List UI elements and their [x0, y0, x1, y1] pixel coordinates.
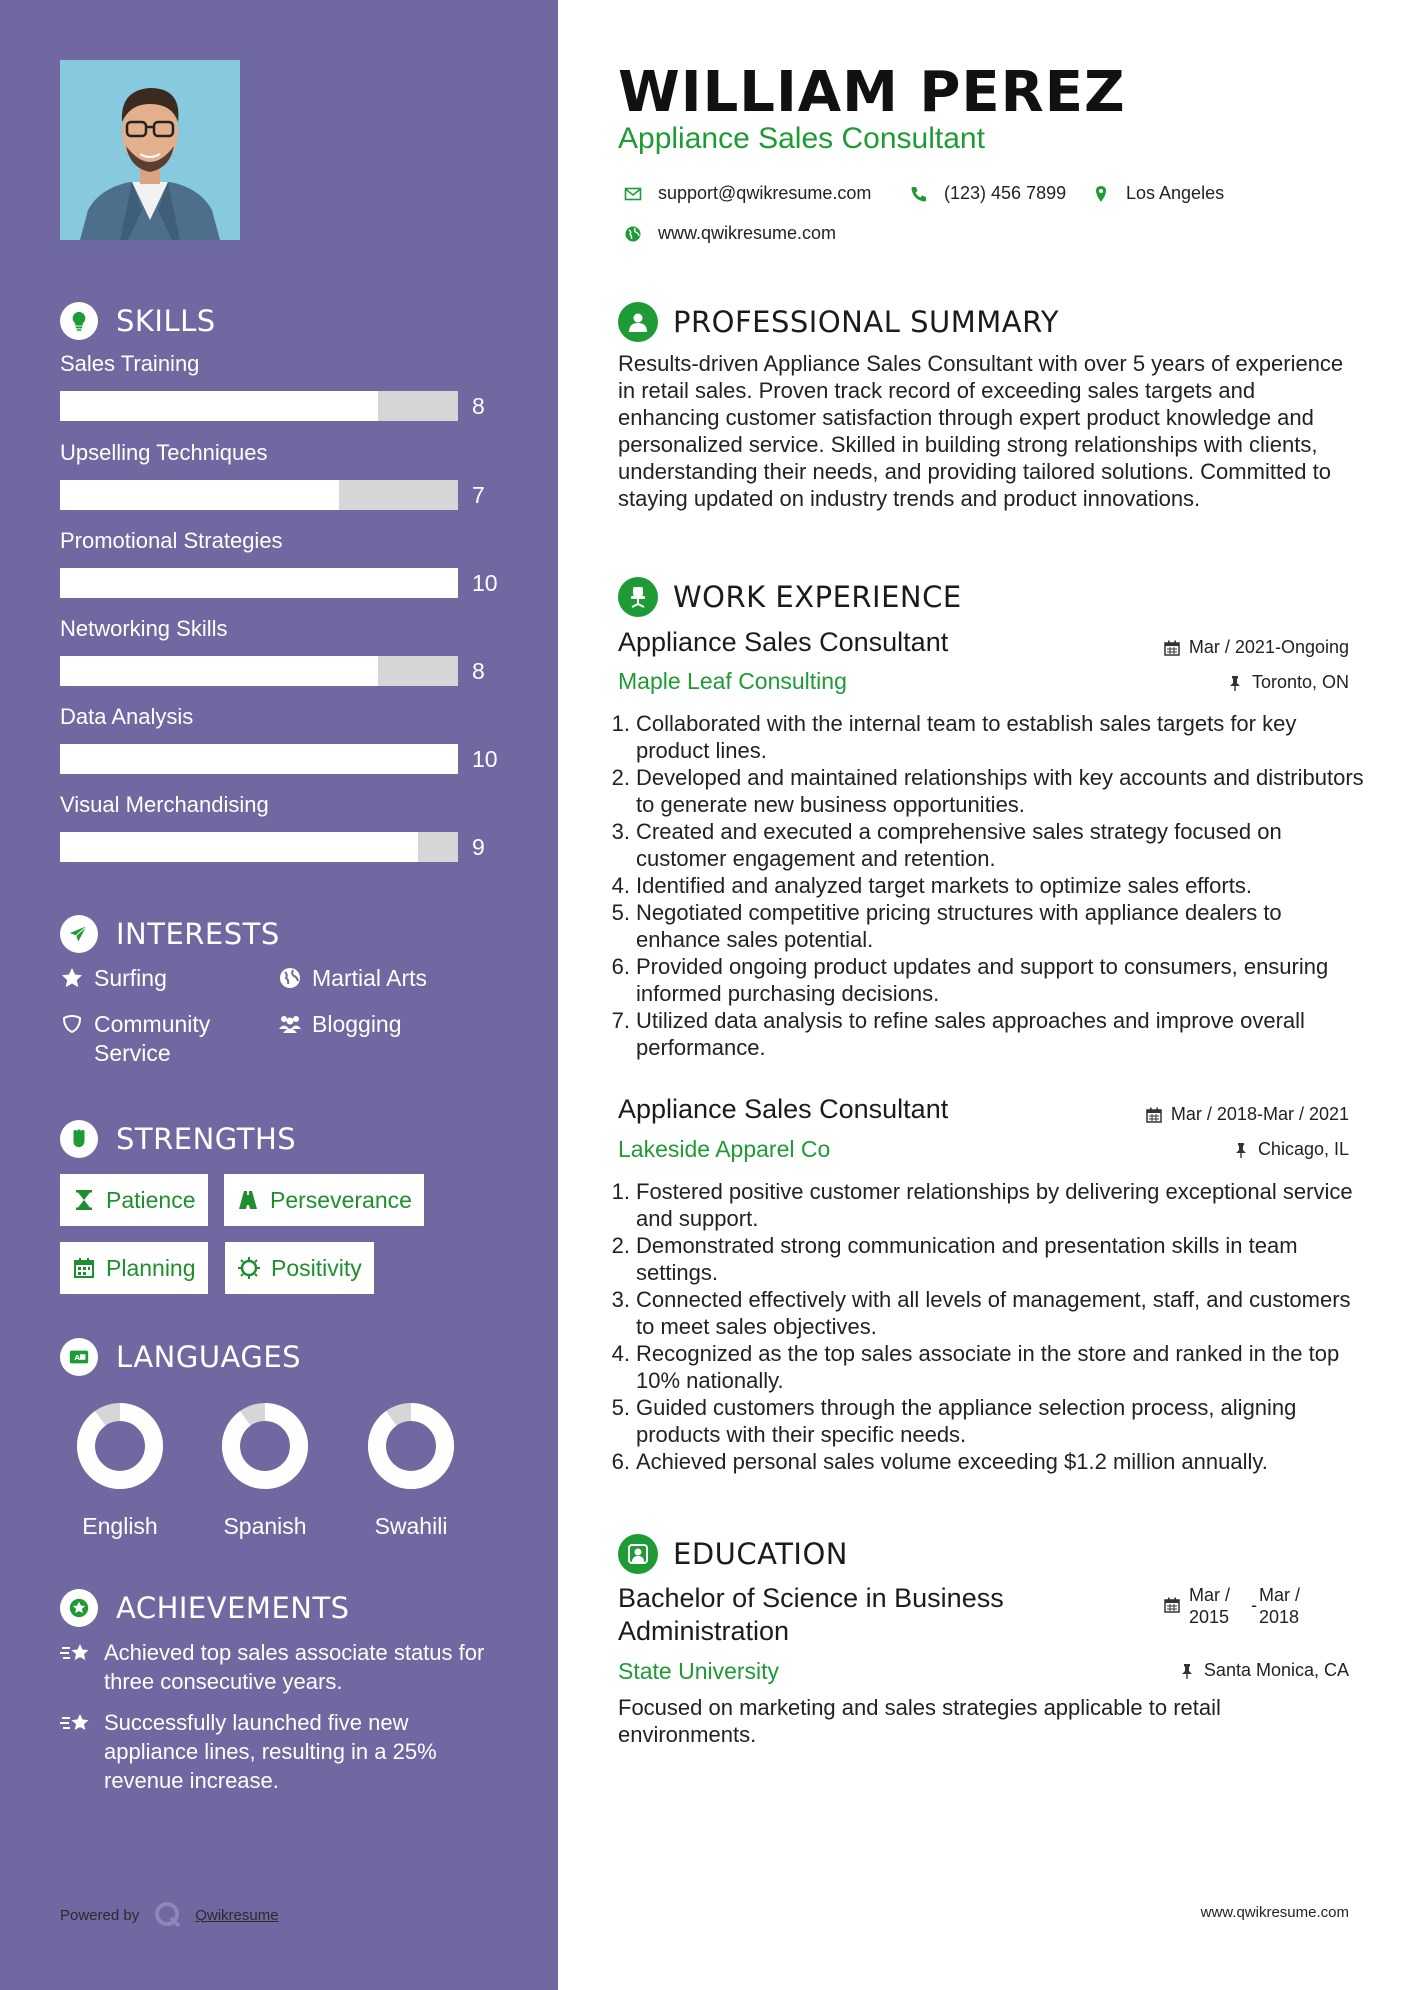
language-ring — [75, 1401, 165, 1491]
road-icon — [236, 1188, 260, 1212]
skill-item — [60, 528, 500, 596]
powered-by: Powered by Qwikresume — [60, 1900, 279, 1930]
language-ring — [220, 1401, 310, 1491]
school-name: State University — [618, 1658, 780, 1684]
skill-bar — [60, 656, 458, 686]
portrait-image — [60, 60, 240, 240]
pushpin-icon — [1226, 674, 1244, 692]
globe-icon — [624, 225, 642, 243]
skill-bar — [60, 744, 458, 774]
interest-item: Blogging — [278, 1010, 402, 1039]
hourglass-icon — [72, 1188, 96, 1212]
job-title: Appliance Sales Consultant — [618, 627, 949, 657]
duty-item: 3. Connected effectively with all levels of management, staff, and customers to meet sales objectives. — [611, 1287, 1351, 1339]
skill-name: Upselling Techniques — [60, 440, 268, 465]
summary-text: Results-driven Appliance Sales Consultant with over 5 years of experience in retail sales. Proven track record of exceeding sales targets and enhancing customer satisfaction through expert product knowledge and personalized service. Skilled in building strong relationships with clients, understanding their needs, and providing tailored solutions. Committed to staying updated on industry trends and product innovations. — [618, 351, 1344, 511]
job-location: Toronto, ON — [1226, 672, 1349, 693]
skill-bar — [60, 480, 458, 510]
skill-name: Data Analysis — [60, 704, 194, 729]
skill-value: 10 — [472, 746, 498, 772]
achievements-heading: ACHIEVEMENTS — [60, 1589, 350, 1627]
education-location: Santa Monica, CA — [1178, 1660, 1349, 1681]
job-company: Lakeside Apparel Co — [618, 1136, 831, 1162]
duty-item: 2. Demonstrated strong communication and presentation skills in team settings. — [611, 1233, 1298, 1285]
interest-item: Martial Arts — [278, 964, 427, 993]
skill-item — [60, 440, 500, 508]
users-icon — [278, 1012, 302, 1036]
pushpin-icon — [1232, 1141, 1250, 1159]
language-item: Spanish — [195, 1401, 335, 1540]
lightbulb-icon — [60, 302, 98, 340]
contact-website[interactable]: www.qwikresume.com — [624, 223, 836, 244]
skill-bar — [60, 568, 458, 598]
job-company: Maple Leaf Consulting — [618, 668, 847, 694]
skill-item — [60, 792, 500, 860]
pushpin-icon — [1178, 1662, 1196, 1680]
achievement-item: Achieved top sales associate status for three consecutive years. — [60, 1638, 500, 1696]
skill-value: 8 — [472, 658, 485, 684]
profile-photo — [60, 60, 240, 240]
duty-item: 3. Created and executed a comprehensive sales strategy focused on customer engagement and retention. — [611, 819, 1282, 871]
calendar-icon — [1163, 1596, 1181, 1614]
skill-name: Sales Training — [60, 351, 200, 376]
contact-location: Los Angeles — [1092, 183, 1224, 204]
language-ring — [366, 1401, 456, 1491]
strength-badge: Perseverance — [224, 1174, 424, 1226]
skill-name: Networking Skills — [60, 616, 228, 641]
education-dates: Mar / 2015 - Mar / 2018 — [1163, 1584, 1319, 1628]
contact-phone[interactable]: (123) 456 7899 — [910, 183, 1066, 204]
duty-item: 6. Provided ongoing product updates and support to consumers, ensuring informed purchasing decisions. — [611, 954, 1329, 1006]
duty-item: 5. Negotiated competitive pricing structures with appliance dealers to enhance sales potential. — [611, 900, 1282, 952]
star-icon — [60, 966, 84, 990]
skill-item — [60, 704, 500, 772]
shooting-star-icon — [60, 1640, 92, 1668]
language-item: Swahili — [341, 1401, 481, 1540]
footer-website-link[interactable]: www.qwikresume.com — [1200, 1904, 1349, 1921]
skills-heading: SKILLS — [60, 302, 216, 340]
duty-item: 5. Guided customers through the appliance selection process, aligning products with their specific needs. — [611, 1395, 1297, 1447]
languages-heading: A LANGUAGES — [60, 1338, 301, 1376]
main-content — [558, 0, 1407, 1990]
graduate-icon — [618, 1534, 658, 1574]
paper-plane-icon — [60, 915, 98, 953]
award-icon — [60, 1589, 98, 1627]
education-heading: EDUCATION — [618, 1534, 848, 1574]
duty-item: 1. Collaborated with the internal team to establish sales targets for key product lines. — [611, 711, 1297, 763]
candidate-title: Appliance Sales Consultant — [618, 122, 985, 155]
fist-icon — [60, 1120, 98, 1158]
shield-icon — [60, 1012, 84, 1036]
interests-heading: INTERESTS — [60, 915, 280, 953]
contact-email[interactable]: support@qwikresume.com — [624, 183, 871, 204]
qwikresume-link[interactable]: Qwikresume — [195, 1906, 279, 1924]
duty-item: 6. Achieved personal sales volume exceeding $1.2 million annually. — [611, 1449, 1268, 1474]
chair-icon — [618, 577, 658, 617]
skill-name: Visual Merchandising — [60, 792, 269, 817]
job-dates: Mar / 2021-Ongoing — [1163, 637, 1349, 658]
phone-icon — [910, 185, 928, 203]
duty-item: 7. Utilized data analysis to refine sales approaches and improve overall performance. — [611, 1008, 1305, 1060]
calendar-icon — [1145, 1106, 1163, 1124]
calendar-icon — [1163, 639, 1181, 657]
job-duties-list — [608, 710, 1368, 1061]
job-location: Chicago, IL — [1232, 1139, 1349, 1160]
skill-value: 7 — [472, 482, 485, 508]
language-item: English — [50, 1401, 190, 1540]
strength-badge: Patience — [60, 1174, 208, 1226]
interest-item: Surfing — [60, 964, 167, 993]
sidebar — [0, 0, 558, 1990]
map-pin-icon — [1092, 185, 1110, 203]
duty-item: 4. Recognized as the top sales associate in the store and ranked in the top 10% nationally. — [611, 1341, 1340, 1393]
skill-bar — [60, 832, 458, 862]
skill-value: 9 — [472, 834, 485, 860]
skill-value: 8 — [472, 393, 485, 419]
duty-item: 1. Fostered positive customer relationships by delivering exceptional service and support. — [611, 1179, 1353, 1231]
job-duties-list — [608, 1178, 1368, 1475]
skill-bar — [60, 391, 458, 421]
qwikresume-logo-icon — [153, 1900, 183, 1930]
language-icon — [60, 1338, 98, 1376]
interest-item: Community Service — [60, 1010, 240, 1068]
skill-item — [60, 616, 500, 684]
strengths-heading: STRENGTHS — [60, 1120, 296, 1158]
candidate-name: WILLIAM PEREZ — [618, 60, 1126, 125]
svg-text:A: A — [74, 1353, 81, 1363]
degree-title: Bachelor of Science in Business Administration — [618, 1583, 1004, 1646]
globe-icon — [278, 966, 302, 990]
job-title: Appliance Sales Consultant — [618, 1094, 949, 1124]
duty-item: 2. Developed and maintained relationships with key accounts and distributors to generate new business opportunities. — [611, 765, 1364, 817]
calendar-icon — [72, 1256, 96, 1280]
skill-item — [60, 351, 500, 419]
achievement-item: Successfully launched five new appliance lines, resulting in a 25% revenue increase. — [60, 1708, 500, 1795]
shooting-star-icon — [60, 1710, 92, 1738]
job-dates: Mar / 2018-Mar / 2021 — [1145, 1104, 1349, 1125]
sun-icon — [237, 1256, 261, 1280]
strength-badge: Planning — [60, 1242, 208, 1294]
strength-badge: Positivity — [225, 1242, 374, 1294]
summary-heading: PROFESSIONAL SUMMARY — [618, 302, 1059, 342]
education-description: Focused on marketing and sales strategies applicable to retail environments. — [618, 1695, 1221, 1747]
envelope-icon — [624, 185, 642, 203]
skill-name: Promotional Strategies — [60, 528, 283, 553]
experience-heading: WORK EXPERIENCE — [618, 577, 962, 617]
skill-value: 10 — [472, 570, 498, 596]
user-icon — [618, 302, 658, 342]
duty-item: 4. Identified and analyzed target markets to optimize sales efforts. — [611, 873, 1252, 898]
